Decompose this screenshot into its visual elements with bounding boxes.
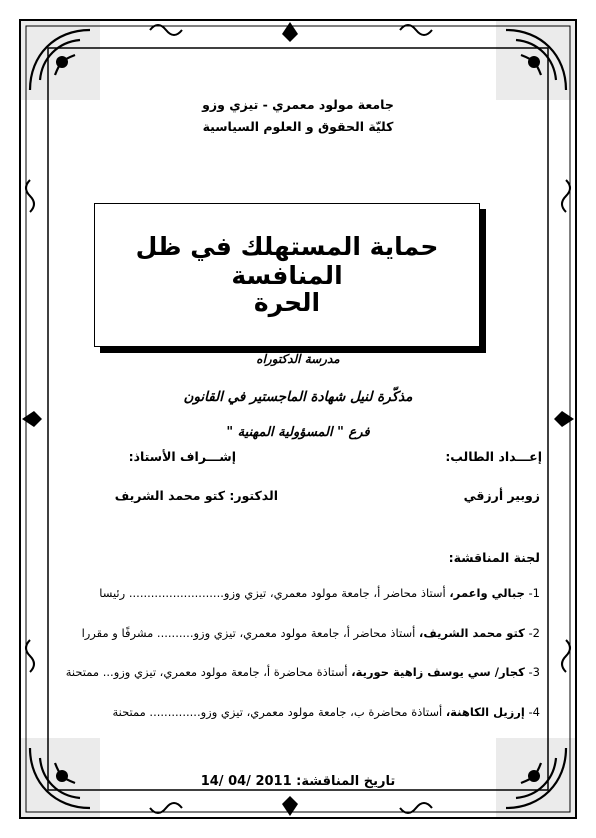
defense-date-value: 14/ 04/ 2011 [200,774,292,789]
member-description: أستاذة محاضرة ب، جامعة مولود معمري، تيزي وزو.............. ممتحنة [112,705,443,719]
thesis-title-line-2: الحرة [253,288,321,317]
student-label: إعـــداد الطالب: [445,449,542,464]
committee-member-3 [66,665,540,679]
degree-statement: مذكّرة لنيل شهادة الماجستير في القانون [183,389,413,405]
committee-member-1 [99,586,540,600]
supervisor-label: إشـــراف الأستاذ: [128,449,236,464]
committee-member-2 [82,626,540,640]
member-number: 1- [528,586,540,600]
university-name: جامعة مولود معمري - تيزي وزو [202,97,394,112]
defense-date [0,774,596,789]
member-name: إرزيل الكاهنة، [445,705,525,719]
specialty-branch: فرع " المسؤولية المهنية " [226,425,370,440]
faculty-name: كليّة الحقوق و العلوم السياسية [202,119,394,134]
member-name: كتو محمد الشريف، [419,626,525,640]
member-description: أستاذة محاضرة أ، جامعة مولود معمري، تيزي وزو... ممتحنة [65,665,348,679]
doctoral-school: مدرسة الدكتوراه [256,352,340,366]
member-description: أستاذ محاضر أ، جامعة مولود معمري، تيزي وزو.......... مشرفًا و مقررا [81,626,416,640]
defense-date-label: تاريخ المناقشة: [296,774,396,789]
student-name: زوبير أرزقي [463,488,540,503]
thesis-title-line-1: حماية المستهلك في ظل المنافسة [135,232,439,290]
thesis-title-box [94,203,480,347]
member-name: كجار/ سي يوسف زاهية حورية، [351,665,525,679]
member-number: 4- [528,705,540,719]
supervisor-name: الدكتور: كتو محمد الشريف [114,488,278,503]
committee-heading: لجنة المناقشة: [448,550,540,565]
committee-member-4 [112,705,540,719]
member-number: 3- [528,665,540,679]
member-name: جبالي واعمر، [449,586,525,600]
member-description: أستاذ محاضر أ، جامعة مولود معمري، تيزي وزو.......................... رئيسا [99,586,446,600]
member-number: 2- [528,626,540,640]
